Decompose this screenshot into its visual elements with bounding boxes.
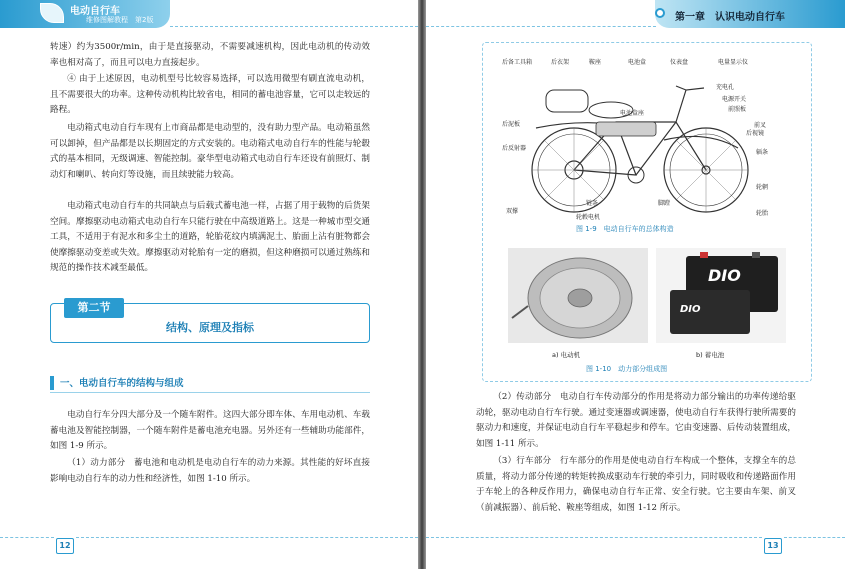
label-front-light: 前照板	[728, 106, 747, 113]
subsection-heading-text: 一、电动自行车的结构与组成	[60, 378, 184, 389]
left-page	[0, 0, 418, 569]
heading-marker	[50, 376, 54, 390]
hub-motor-icon	[508, 248, 648, 343]
battery-brand-small: DIO	[680, 304, 701, 315]
chapter-title: 第一章 认识电动自行车	[675, 12, 785, 23]
label-pedal: 脚蹬	[658, 200, 671, 207]
book-subtitle: 维修图解教程 第2版	[86, 16, 154, 24]
book-gutter	[418, 0, 426, 569]
paragraph: （3）行车部分 行车部分的作用是使电动自行车构成一个整体，支撑全车的总质量，将动力部分传递的转矩转换成驱动车行驶的牵引力，同时吸收和传递路面作用于车轮上的各种反作用力，确保电动自行车正常、安全行驶。它主要由车架、前叉（前减振器）、前后轮、鞍座等组成，如图 1-12 所示。	[476, 456, 796, 513]
label-tire: 轮胎	[756, 210, 769, 217]
paragraph: 转速）约为3500r/min，由于是直接驱动，不需要减速机构，因此电动机的传动效率也相对高了，而且可以电力直接起步。	[50, 42, 370, 68]
label-battery-indicator: 电量显示仪	[718, 59, 749, 66]
subcaption-battery: b) 蓄电池	[696, 351, 725, 359]
paragraph: ④ 由于上述原因，电动机型号比较容易选择，可以选用微型有刷直流电动机，且不需要很大的功率。这种传动机构比较省电，相同的蓄电池容量，它可以走较远的路程。	[50, 74, 370, 115]
right-page-header	[426, 0, 845, 30]
paragraph: 电动箱式电动自行车的共同缺点与后载式蓄电池一样，占据了用于载物的后货架空间。摩擦驱动电动箱式电动自行车只能行驶在中高级道路上。这是一种城市型交通工具，不适用于有泥水和多尘土的道路，轮胎花纹内填满泥土、胎面上沾有脏物都会使摩擦驱动变差或失效。摩擦驱动对轮胎有一定的磨损，但这种磨损可以通过熟练和规范的操作技术减至最低。	[50, 201, 370, 273]
label-rear-reflector: 后反射器	[502, 145, 527, 152]
label-rear-rack: 后衣架	[551, 59, 570, 66]
motor-photo	[508, 248, 648, 343]
battery-brand: DIO	[708, 266, 741, 285]
book-series-title: 电动自行车	[70, 6, 120, 17]
label-spokes: 辐条	[756, 149, 769, 156]
battery-photo	[656, 248, 786, 343]
label-chain: 链条	[586, 200, 599, 207]
heading-underline	[50, 392, 370, 393]
figure-caption: 图 1-9 电动自行车的总体构造	[576, 225, 674, 233]
header-divider	[426, 26, 656, 27]
footer-divider	[0, 537, 54, 538]
section-number-tab: 第二节	[64, 298, 124, 318]
subcaption-motor: a) 电动机	[552, 351, 581, 359]
label-front-fork: 前叉	[754, 122, 767, 129]
label-power-switch: 电源开关	[722, 96, 747, 103]
footer-divider	[784, 537, 845, 538]
label-hub-motor: 轮毂电机	[576, 214, 601, 221]
header-divider	[170, 26, 418, 27]
label-tool-box: 后备工具箱	[502, 59, 533, 66]
section-title: 结构、原理及指标	[166, 321, 254, 334]
label-dashboard: 仪表盘	[670, 59, 689, 66]
left-page-header	[0, 0, 418, 30]
label-battery-seat: 电池盒座	[620, 110, 645, 117]
battery-icon	[656, 248, 786, 343]
page-number: 13	[764, 538, 782, 554]
paragraph: 电动箱式电动自行车现有上市商品都是电动型的，没有助力型产品。电动箱虽然可以卸掉，但产品都是以长期固定的方式安装的。电动箱式电动自行车的性能与轮毂式的基本相同，无级调速、智能控制。豪华型电动箱式电动自行车还设有前照灯、制动灯和喇叭、转向灯等设施，而且续驶能力较高。	[50, 123, 370, 180]
paragraph: 电动自行车分四大部分及一个随车附件。这四大部分即车体、车用电动机、车载蓄电池及智能控制器，一个随车附件是蓄电池充电器。另外还有一些辅助功能部件，如图 1-9 所示。	[50, 410, 370, 451]
figure-caption: 图 1-10 动力部分组成图	[586, 365, 668, 373]
footer-divider	[426, 537, 762, 538]
label-rear-fender: 后泥板	[502, 121, 521, 128]
label-rim: 轮辋	[756, 184, 769, 191]
paragraph: （2）传动部分 电动自行车传动部分的作用是将动力部分输出的功率传递给驱动轮，驱动电动自行车行驶。通过变速器或调速器，使电动自行车获得行驶所需要的驱动力和速度，并保证电动自行车平稳起步和停车。它由变速器、后传动装置组成，如图 1-11 所示。	[476, 392, 796, 449]
page-number: 12	[56, 538, 74, 554]
subsection-heading	[50, 375, 370, 391]
label-kickstand: 双撑	[506, 208, 519, 215]
label-saddle: 鞍座	[589, 59, 602, 66]
footer-divider	[76, 537, 418, 538]
label-battery-box: 电池盒	[628, 59, 647, 66]
paragraph: （1）动力部分 蓄电池和电动机是电动自行车的动力来源。其性能的好坏直接影响电动自行车的动力性和经济性，如图 1-10 所示。	[50, 458, 370, 484]
chapter-bullet-icon	[655, 8, 665, 18]
label-mirror: 后视镜	[746, 130, 765, 137]
label-charging-port: 充电孔	[716, 84, 735, 91]
right-page	[426, 0, 845, 569]
